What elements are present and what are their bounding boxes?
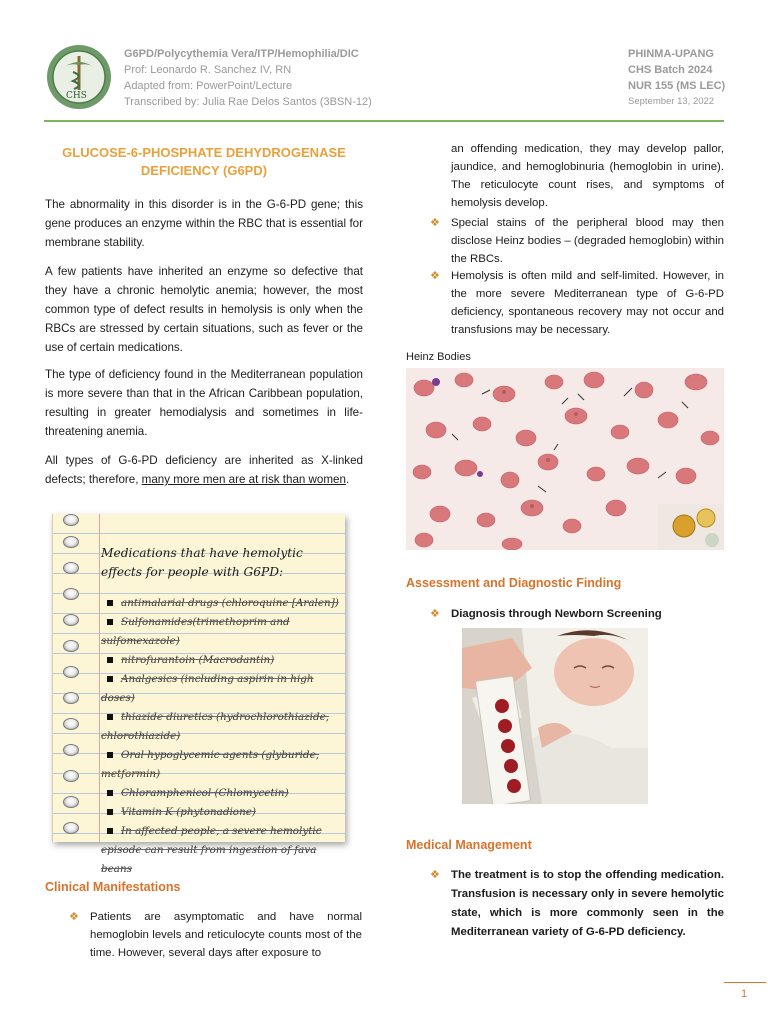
binder-ring [63,666,79,678]
bullet-square-icon [107,714,113,720]
header-topic: G6PD/Polycythemia Vera/ITP/Hemophilia/DIC [124,48,359,60]
header-left [124,46,444,110]
paragraph-3: The type of deficiency found in the Mediterranean population is more severe than that in the African Caribbean population, resulting in greater hemodialysis and sometimes in life-threatening anemia. [45,368,363,438]
binder-ring [63,770,79,782]
bullet-square-icon [107,828,113,834]
logo-text: CHS [66,91,87,101]
paragraph-4 [45,451,363,489]
bullet-square-icon [107,619,113,625]
medication-item: nitrofurantoin (Macrodantin) [101,651,345,670]
binder-ring [63,822,79,834]
binder-ring [63,692,79,704]
bullet-square-icon [107,657,113,663]
page-title [46,144,362,180]
paragraph-4-end: . [345,473,350,486]
paragraph-4-text: All types of G-6-PD deficiency are inherited as X-linked defects; therefore, [45,454,363,486]
bullet-square-icon [107,790,113,796]
paragraph-4-underlined: many more men are at risk than women [141,473,346,486]
diamond-bullet-icon: ❖ [430,608,440,620]
clinical-manifestations-heading: Clinical Manifestations [45,880,181,894]
binder-ring [63,640,79,652]
header-course: NUR 155 (MS LEC) [628,80,726,92]
binder-ring [63,588,79,600]
bullet-square-icon [107,752,113,758]
binder-ring [63,744,79,756]
page-number-rule [724,982,766,983]
clinical-bullet-1-continued: an offending medication, they may develop pallor, jaundice, and hemoglobinuria (hemoglobin in urine). The reticulocyte count rises, and symptoms of hemolysis develop. [451,143,724,209]
header-professor: Prof: Leonardo R. Sanchez IV, RN [124,64,292,76]
diamond-bullet-icon: ❖ [430,869,440,881]
medication-item: thiazide diuretics (hydrochlorothiazide, chlorothiazide) [101,711,330,742]
paragraph-2: A few patients have inherited an enzyme so defective that they have a chronic hemolytic anemia; however, the most common type of defect results in hemolysis is only when the RBCs are stressed by certain situations, such as fever or the use of certain medications. [45,265,363,354]
binder-ring [63,514,79,526]
assessment-heading: Assessment and Diagnostic Finding [406,576,622,590]
medication-item: Analgesics (including aspirin in high doses) [101,673,314,704]
medication-item: Vitamin K (phytonadione) [101,803,345,822]
medical-management-heading: Medical Management [406,838,532,852]
title-line-2: DEFICIENCY (G6PD) [140,163,268,178]
medications-notebook [52,514,345,875]
paragraph-1: The abnormality in this disorder is in the G-6-PD gene; this gene produces an enzyme within the RBC that is essential for membrane stability. [45,198,363,249]
medication-item: Chloramphenicol (Chlomycetin) [101,784,345,803]
page-number: 1 [741,988,748,1000]
binder-ring [63,562,79,574]
header-batch: CHS Batch 2024 [628,64,713,76]
binder-ring [63,718,79,730]
medication-item: antimalarial drugs (chloroquine [Aralen]) [101,594,345,613]
bullet-square-icon [107,676,113,682]
notebook-list [101,594,345,879]
bullet-square-icon [107,809,113,815]
clinical-bullet-1: ❖ Patients are asymptomatic and have normal hemoglobin levels and reticulocyte counts most of the time. However, several days after exposure to [90,908,362,962]
notebook-heading: Medications that have hemolytic effects for people with G6PD: [101,546,303,579]
header-divider [44,120,724,122]
bullet-square-icon [107,600,113,606]
heinz-bodies-caption: Heinz Bodies [406,351,471,363]
hemolysis-bullet: ❖ Hemolysis is often mild and self-limited. However, in the more severe Mediterranean type of G-6-PD deficiency, spontaneous recovery may not occur and transfusions may be necessary. [451,267,724,339]
diamond-bullet-icon: ❖ [430,217,440,229]
heinz-stain-bullet: ❖ Special stains of the peripheral blood may then disclose Heinz bodies – (degraded hemoglobin) within the RBCs. [451,214,724,268]
binder-ring [63,536,79,548]
header-transcriber: Transcribed by: Julia Rae Delos Santos (3BSN-12) [124,96,372,108]
header-source: Adapted from: PowerPoint/Lecture [124,80,293,92]
header-right [628,46,748,110]
chs-logo [46,44,112,110]
heinz-bodies-image [406,368,724,550]
medication-item: Sulfonamides(trimethoprim and sulfomexazole) [101,616,290,647]
diamond-bullet-icon: ❖ [430,270,440,282]
treatment-bullet: ❖ The treatment is to stop the offending medication. Transfusion is necessary only in severe hemolytic state, which is more commonly seen in the Mediterranean variety of G-6-PD deficiency. [451,866,724,942]
binder-ring [63,614,79,626]
medication-item: In affected people, a severe hemolytic episode can result from ingestion of fava beans [101,825,322,875]
newborn-screening-image [462,628,648,804]
newborn-screening-bullet: ❖ Diagnosis through Newborn Screening [451,605,724,623]
binder-ring [63,796,79,808]
medication-item: Oral hypoglycemic agents (glyburide, metformin) [101,749,320,780]
header-school: PHINMA-UPANG [628,48,714,60]
diamond-bullet-icon: ❖ [69,911,79,923]
title-line-1: GLUCOSE-6-PHOSPHATE DEHYDROGENASE [62,145,346,160]
header-date: September 13, 2022 [628,96,715,107]
